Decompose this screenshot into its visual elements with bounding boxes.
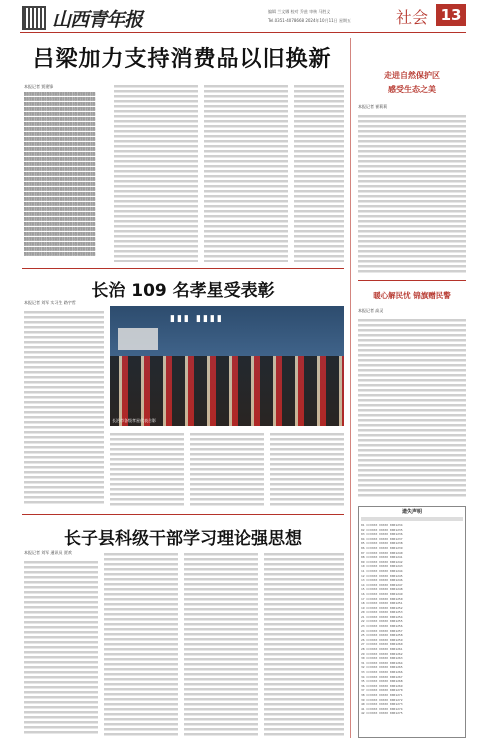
notice-row: 06 CCXXXX XXXXX 0001239 [361,545,403,550]
notice-row: 11 CCXXXX XXXXX 0001244 [361,568,403,573]
notice-row: 32 CCXXXX XXXXX 0001265 [361,665,403,670]
section-name: 社会 [396,8,429,27]
notice-row: 31 CCXXXX XXXXX 0001264 [361,660,403,665]
article1-body-col3 [204,84,288,262]
side2-title: 暖心解民忧 锦旗赠民警 [373,291,451,300]
article1-body-col1: ▒▒▒▒▒▒▒▒▒▒▒▒▒▒▒▒▒▒▒▒▒▒▒▒▒▒▒▒ ▒▒▒▒▒▒▒▒▒▒▒▒▒▒▒▒▒▒▒▒▒▒▒▒▒▒▒▒ ▒▒▒▒▒▒▒▒▒▒▒▒▒▒▒▒▒▒▒▒▒▒▒▒▒▒▒▒ ▒▒▒▒▒▒▒▒▒▒▒▒▒▒▒▒▒▒▒▒▒▒▒▒▒▒▒▒ ▒▒▒▒▒▒▒▒▒▒▒▒▒▒▒▒▒▒▒▒▒▒▒▒▒▒▒▒ ▒▒▒▒▒▒▒▒▒▒▒▒▒▒▒▒▒▒▒▒▒▒▒▒▒▒▒▒ ▒▒▒▒▒▒▒▒▒▒▒▒▒▒▒▒▒▒▒▒▒▒▒▒▒▒▒▒ ▒▒▒▒▒▒▒▒▒▒▒▒▒▒▒▒▒▒▒▒▒▒▒▒▒▒▒▒ ▒▒▒▒▒▒▒▒▒▒▒▒▒▒▒▒▒▒▒▒▒▒▒▒▒▒▒▒ ▒▒▒▒▒▒▒▒▒▒▒▒▒▒▒▒▒▒▒▒▒▒▒▒▒▒▒▒ ▒▒▒▒▒▒▒▒▒▒▒▒▒▒▒▒▒▒▒▒▒▒▒▒▒▒▒▒ ▒▒▒▒▒▒▒▒▒▒▒▒▒▒▒▒▒▒▒▒▒▒▒▒▒▒▒▒ ▒▒▒▒▒▒▒▒▒▒▒▒▒▒▒▒▒▒▒▒▒▒▒▒▒▒▒▒ ▒▒▒▒▒▒▒▒▒▒▒▒▒▒▒▒▒▒▒▒▒▒▒▒▒▒▒▒ ▒▒▒▒▒▒▒▒▒▒▒▒▒▒▒▒▒▒▒▒▒▒▒▒▒▒▒▒ ▒▒▒▒▒▒▒▒▒▒▒▒▒▒▒▒▒▒▒▒▒▒▒▒▒▒▒▒ ▒▒▒▒▒▒▒▒▒▒▒▒▒▒▒▒▒▒▒▒▒▒▒▒▒▒▒▒ ▒▒▒▒▒▒▒▒▒▒▒▒▒▒▒▒▒▒▒▒▒▒▒▒▒▒▒▒ ▒▒▒▒▒▒▒▒▒▒▒▒▒▒▒▒▒▒▒▒▒▒▒▒▒▒▒▒ ▒▒▒▒▒▒▒▒▒▒▒▒▒▒▒▒▒▒▒▒▒▒▒▒▒▒▒▒ ▒▒▒▒▒▒▒▒▒▒▒▒▒▒▒▒▒▒▒▒▒▒▒▒▒▒▒▒ ▒▒▒▒▒▒▒▒▒▒▒▒▒▒▒▒▒▒▒▒▒▒▒▒▒▒▒▒ ▒▒▒▒▒▒▒▒▒▒▒▒▒▒▒▒▒▒▒▒▒▒▒▒▒▒▒▒ ▒▒▒▒▒▒▒▒▒▒▒▒▒▒▒▒▒▒▒▒▒▒▒▒▒▒▒▒ ▒▒▒▒▒▒▒▒▒▒▒▒▒▒▒▒▒▒▒▒▒▒▒▒▒▒▒▒ ▒▒▒▒▒▒▒▒▒▒▒▒▒▒▒▒▒▒▒▒▒▒▒▒▒▒▒▒ ▒▒▒▒▒▒▒▒▒▒▒▒▒▒▒▒▒▒▒▒▒▒▒▒▒▒▒▒ ▒▒▒▒▒▒▒▒▒▒▒▒▒▒▒▒▒▒▒▒▒▒▒▒▒▒▒▒ ▒▒▒▒▒▒▒▒▒▒▒▒▒▒▒▒▒▒▒▒▒▒▒▒▒▒▒▒ ▒▒▒▒▒▒▒▒▒▒▒▒▒▒▒▒▒▒▒▒▒▒▒▒▒▒▒▒ ▒▒▒▒▒▒▒▒▒▒▒▒▒▒▒▒▒▒▒▒▒▒▒▒▒▒▒▒ ▒▒▒▒▒▒▒▒▒▒▒▒▒▒▒▒▒▒▒▒▒▒▒▒▒▒▒▒ ▒▒▒▒▒▒▒▒▒▒▒▒▒▒▒▒▒▒▒▒▒▒▒▒▒▒▒▒ [24,92,96,256]
notice-row: 21 CCXXXX XXXXX 0001254 [361,614,403,619]
notice-row: 23 CCXXXX XXXXX 0001256 [361,624,403,629]
notice-row: 19 CCXXXX XXXXX 0001252 [361,605,403,610]
side2-top-rule [358,280,466,281]
article2-top-rule [22,268,344,269]
page-number: 13 [436,4,466,26]
notice-row: 38 CCXXXX XXXXX 0001271 [361,692,403,697]
notice-row: 26 CCXXXX XXXXX 0001259 [361,637,403,642]
notice-row: 17 CCXXXX XXXXX 0001250 [361,596,403,601]
notice-row: 10 CCXXXX XXXXX 0001243 [361,564,403,569]
article3-body-col2 [104,552,178,736]
tel-line: Tel.0351-4078668 2024年10月11日 星期五 [268,18,351,23]
notice-row: 25 CCXXXX XXXXX 0001258 [361,633,403,638]
notice-row: 27 CCXXXX XXXXX 0001260 [361,642,403,647]
notice-row: 14 CCXXXX XXXXX 0001247 [361,582,403,587]
article2-title: 长治 109 名孝星受表彰 [91,281,275,301]
notice-row: 28 CCXXXX XXXXX 0001261 [361,647,403,652]
notice-row: 03 CCXXXX XXXXX 0001236 [361,532,403,537]
notice-row: 35 CCXXXX XXXXX 0001268 [361,679,403,684]
photo-caption: 长治市各级孝星代表合影 [112,418,156,423]
masthead-rule [20,32,466,33]
notice-row: 04 CCXXXX XXXXX 0001237 [361,536,403,541]
article3-title: 长子县科级干部学习理论强思想 [64,529,302,549]
notice-box [358,506,466,738]
article2-body-col3 [190,432,264,506]
editor-line: 编辑 兰文娜 校对 乔兹 审核 马胜义 [268,9,331,14]
article2-byline: 本报记者 刘军 实习生 路宇哲 [24,300,76,305]
notice-row: 29 CCXXXX XXXXX 0001262 [361,651,403,656]
notice-row: 39 CCXXXX XXXXX 0001272 [361,697,403,702]
article3-body-col3 [184,552,258,736]
side1-title-line2: 感受生态之美 [388,85,436,94]
side1-body [358,114,466,274]
side1-title-line1: 走进自然保护区 [384,71,440,80]
article3-byline: 本报记者 刘军 通讯员 贾欢 [24,550,72,555]
notice-row: 08 CCXXXX XXXXX 0001241 [361,555,403,560]
side2-body [358,318,466,498]
notice-row: 40 CCXXXX XXXXX 0001273 [361,702,403,707]
notice-title: 遗失声明 [401,509,422,515]
notice-row: 09 CCXXXX XXXXX 0001242 [361,559,403,564]
notice-row: 37 CCXXXX XXXXX 0001270 [361,688,403,693]
notice-row: 24 CCXXXX XXXXX 0001257 [361,628,403,633]
notice-row: 33 CCXXXX XXXXX 0001266 [361,670,403,674]
notice-row: 02 CCXXXX XXXXX 0001235 [361,527,403,532]
notice-row: 12 CCXXXX XXXXX 0001245 [361,573,403,578]
notice-row: 15 CCXXXX XXXXX 0001248 [361,587,403,592]
qr-code [22,6,46,30]
notice-row: 05 CCXXXX XXXXX 0001238 [361,541,403,546]
notice-row: 18 CCXXXX XXXXX 0001251 [361,601,403,606]
article1-body-col2 [114,84,198,262]
article2-body-col2 [110,432,184,506]
notice-header [361,517,463,521]
notice-row: 22 CCXXXX XXXXX 0001255 [361,619,403,624]
notice-row: 42 CCXXXX XXXXX 0001275 [361,711,403,716]
notice-row: 20 CCXXXX XXXXX 0001253 [361,610,403,615]
article2-body-col1 [24,310,104,506]
article1-body-col4 [294,84,344,262]
notice-row: 36 CCXXXX XXXXX 0001269 [361,683,403,688]
notice-rows [361,523,463,716]
side1-byline: 本报记者 崔莉莉 [358,104,388,109]
notice-row: 13 CCXXXX XXXXX 0001246 [361,578,403,583]
notice-row: 01 CCXXXX XXXXX 0001234 [361,523,403,527]
masthead-logo: 山西青年报 [52,9,143,31]
article1-byline: 本报记者 贾建锋 [24,84,54,89]
article2-body-col4 [270,432,344,506]
column-divider [350,38,351,738]
notice-row: 41 CCXXXX XXXXX 0001274 [361,706,403,711]
notice-row: 30 CCXXXX XXXXX 0001263 [361,656,403,661]
award-photo: ▮▮▮ ▮▮▮▮ [110,306,344,426]
notice-row: 16 CCXXXX XXXXX 0001249 [361,591,403,596]
side2-byline: 本报记者 高灵 [358,308,384,313]
notice-row: 34 CCXXXX XXXXX 0001267 [361,674,403,679]
article3-body-col4 [264,552,344,736]
article1-title: 吕梁加力支持消费品以旧换新 [32,47,332,72]
notice-row: 07 CCXXXX XXXXX 0001240 [361,550,403,555]
article3-body-col1 [24,560,98,736]
article3-top-rule [22,514,344,515]
